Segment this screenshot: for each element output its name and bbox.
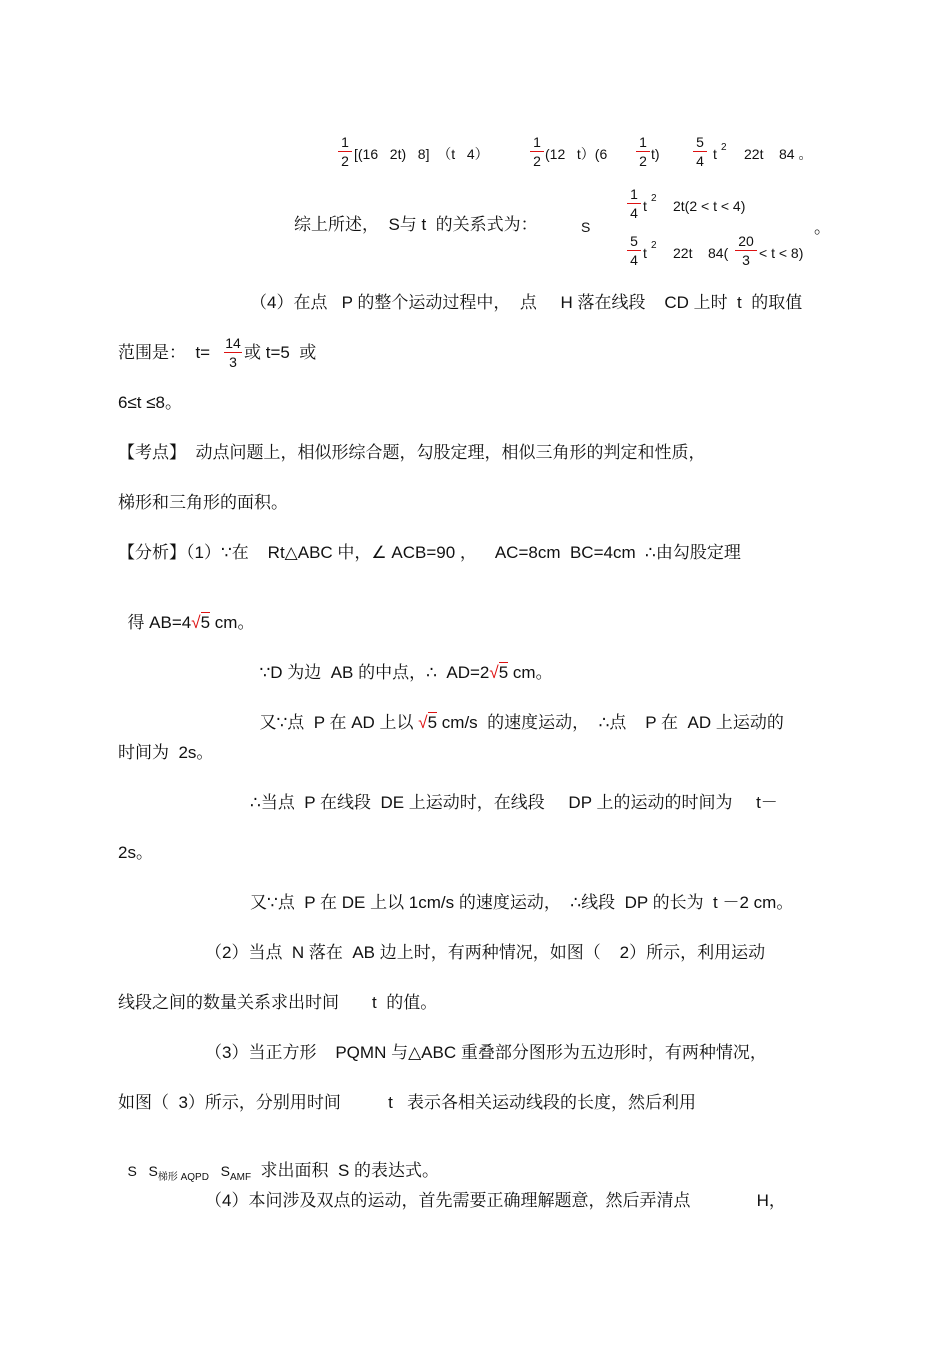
sqrt-icon: √ — [191, 613, 201, 632]
fenxi-line: 时间为 2s。 — [118, 743, 214, 762]
period: 。 — [814, 218, 831, 237]
fraction: 5 4 — [627, 233, 641, 268]
q4-line: 或 t=5 或 — [244, 343, 317, 362]
case1-t: t — [643, 198, 647, 214]
q4-line: 范围是： t= — [118, 343, 211, 362]
sqrt-icon: √ — [418, 713, 428, 732]
fenxi-line: 得 AB=4√5 cm。 — [127, 613, 255, 632]
equation-text: [(16 2t) 8] （t 4） — [354, 146, 489, 162]
superscript: 2 — [651, 240, 657, 251]
superscript: 2 — [651, 193, 657, 204]
fenxi-line: 又∵点 P 在 AD 上以 √5 cm/s 的速度运动， ∴点 P 在 AD 上运动的 — [259, 713, 784, 732]
s-symbol: S — [581, 219, 591, 235]
fraction: 1 4 — [627, 186, 641, 221]
fenxi-line: （4）本问涉及双点的运动，首先需要正确理解题意，然后弄清点 H， — [205, 1191, 786, 1210]
equation-text: (12 t）(6 — [545, 146, 608, 162]
subscript: 梯形 AQPD — [157, 1172, 209, 1183]
fenxi-line: 2s。 — [118, 843, 153, 862]
fraction: 1 2 — [530, 134, 544, 169]
fenxi-line: （3）当正方形 PQMN 与△ABC 重叠部分图形为五边形时，有两种情况， — [205, 1043, 767, 1062]
fraction: 20 3 — [735, 233, 757, 268]
fraction: 5 4 — [693, 134, 707, 169]
fraction: 1 2 — [636, 134, 650, 169]
fenxi-line: 又∵点 P 在 DE 上以 1cm/s 的速度运动， ∴线段 DP 的长为 t －2 cm。 — [250, 893, 794, 912]
case2-rest: < t < 8) — [759, 245, 804, 261]
equation-text: t) — [651, 146, 660, 162]
superscript: 2 — [721, 142, 727, 153]
fraction: 14 3 — [225, 335, 241, 370]
sqrt-icon: √ — [489, 663, 499, 682]
q4-line: 6≤t ≤8。 — [118, 393, 183, 412]
subscript: AMF — [229, 1172, 252, 1183]
fenxi-line: 【分析】（1）∵在 Rt△ABC 中，∠ ACB=90 ， AC=8cm BC=4cm ∴由勾股定理 — [118, 543, 741, 562]
q4-line: （4）在点 P 的整个运动过程中， 点 H 落在线段 CD 上时 t 的取值 — [250, 293, 803, 312]
fenxi-line: ∴当点 P 在线段 DE 上运动时，在线段 DP 上的运动的时间为 t－ — [250, 793, 778, 812]
case2-rest: 22t 84( — [673, 245, 729, 261]
fenxi-line: （2）当点 N 落在 AB 边上时，有两种情况，如图（ 2）所示，利用运动 — [205, 943, 766, 962]
fenxi-line: S $S_{梯形 AQPD}$ $S_{AMF}$ 求出面积 S 的表达式。 — [127, 1161, 440, 1183]
equation-text: t — [713, 146, 717, 162]
equation-text: 22t 84 。 — [744, 146, 813, 162]
fenxi-line: 线段之间的数量关系求出时间 t 的值。 — [118, 993, 438, 1012]
kaodian-line: 【考点】 动点问题上，相似形综合题，勾股定理，相似三角形的判定和性质， — [118, 443, 706, 462]
case1-rest: 2t(2 < t < 4) — [673, 198, 746, 214]
fenxi-line: ∵D 为边 AB 的中点，∴ AD=2√5 cm。 — [259, 663, 553, 682]
case2-t: t — [643, 245, 647, 261]
summary-lead: 综上所述， S与 t 的关系式为： — [294, 215, 538, 234]
fenxi-line: 如图（ 3）所示，分别用时间 t 表示各相关运动线段的长度，然后利用 — [118, 1093, 697, 1112]
fraction: 1 2 — [338, 134, 352, 169]
kaodian-line: 梯形和三角形的面积。 — [118, 493, 288, 512]
